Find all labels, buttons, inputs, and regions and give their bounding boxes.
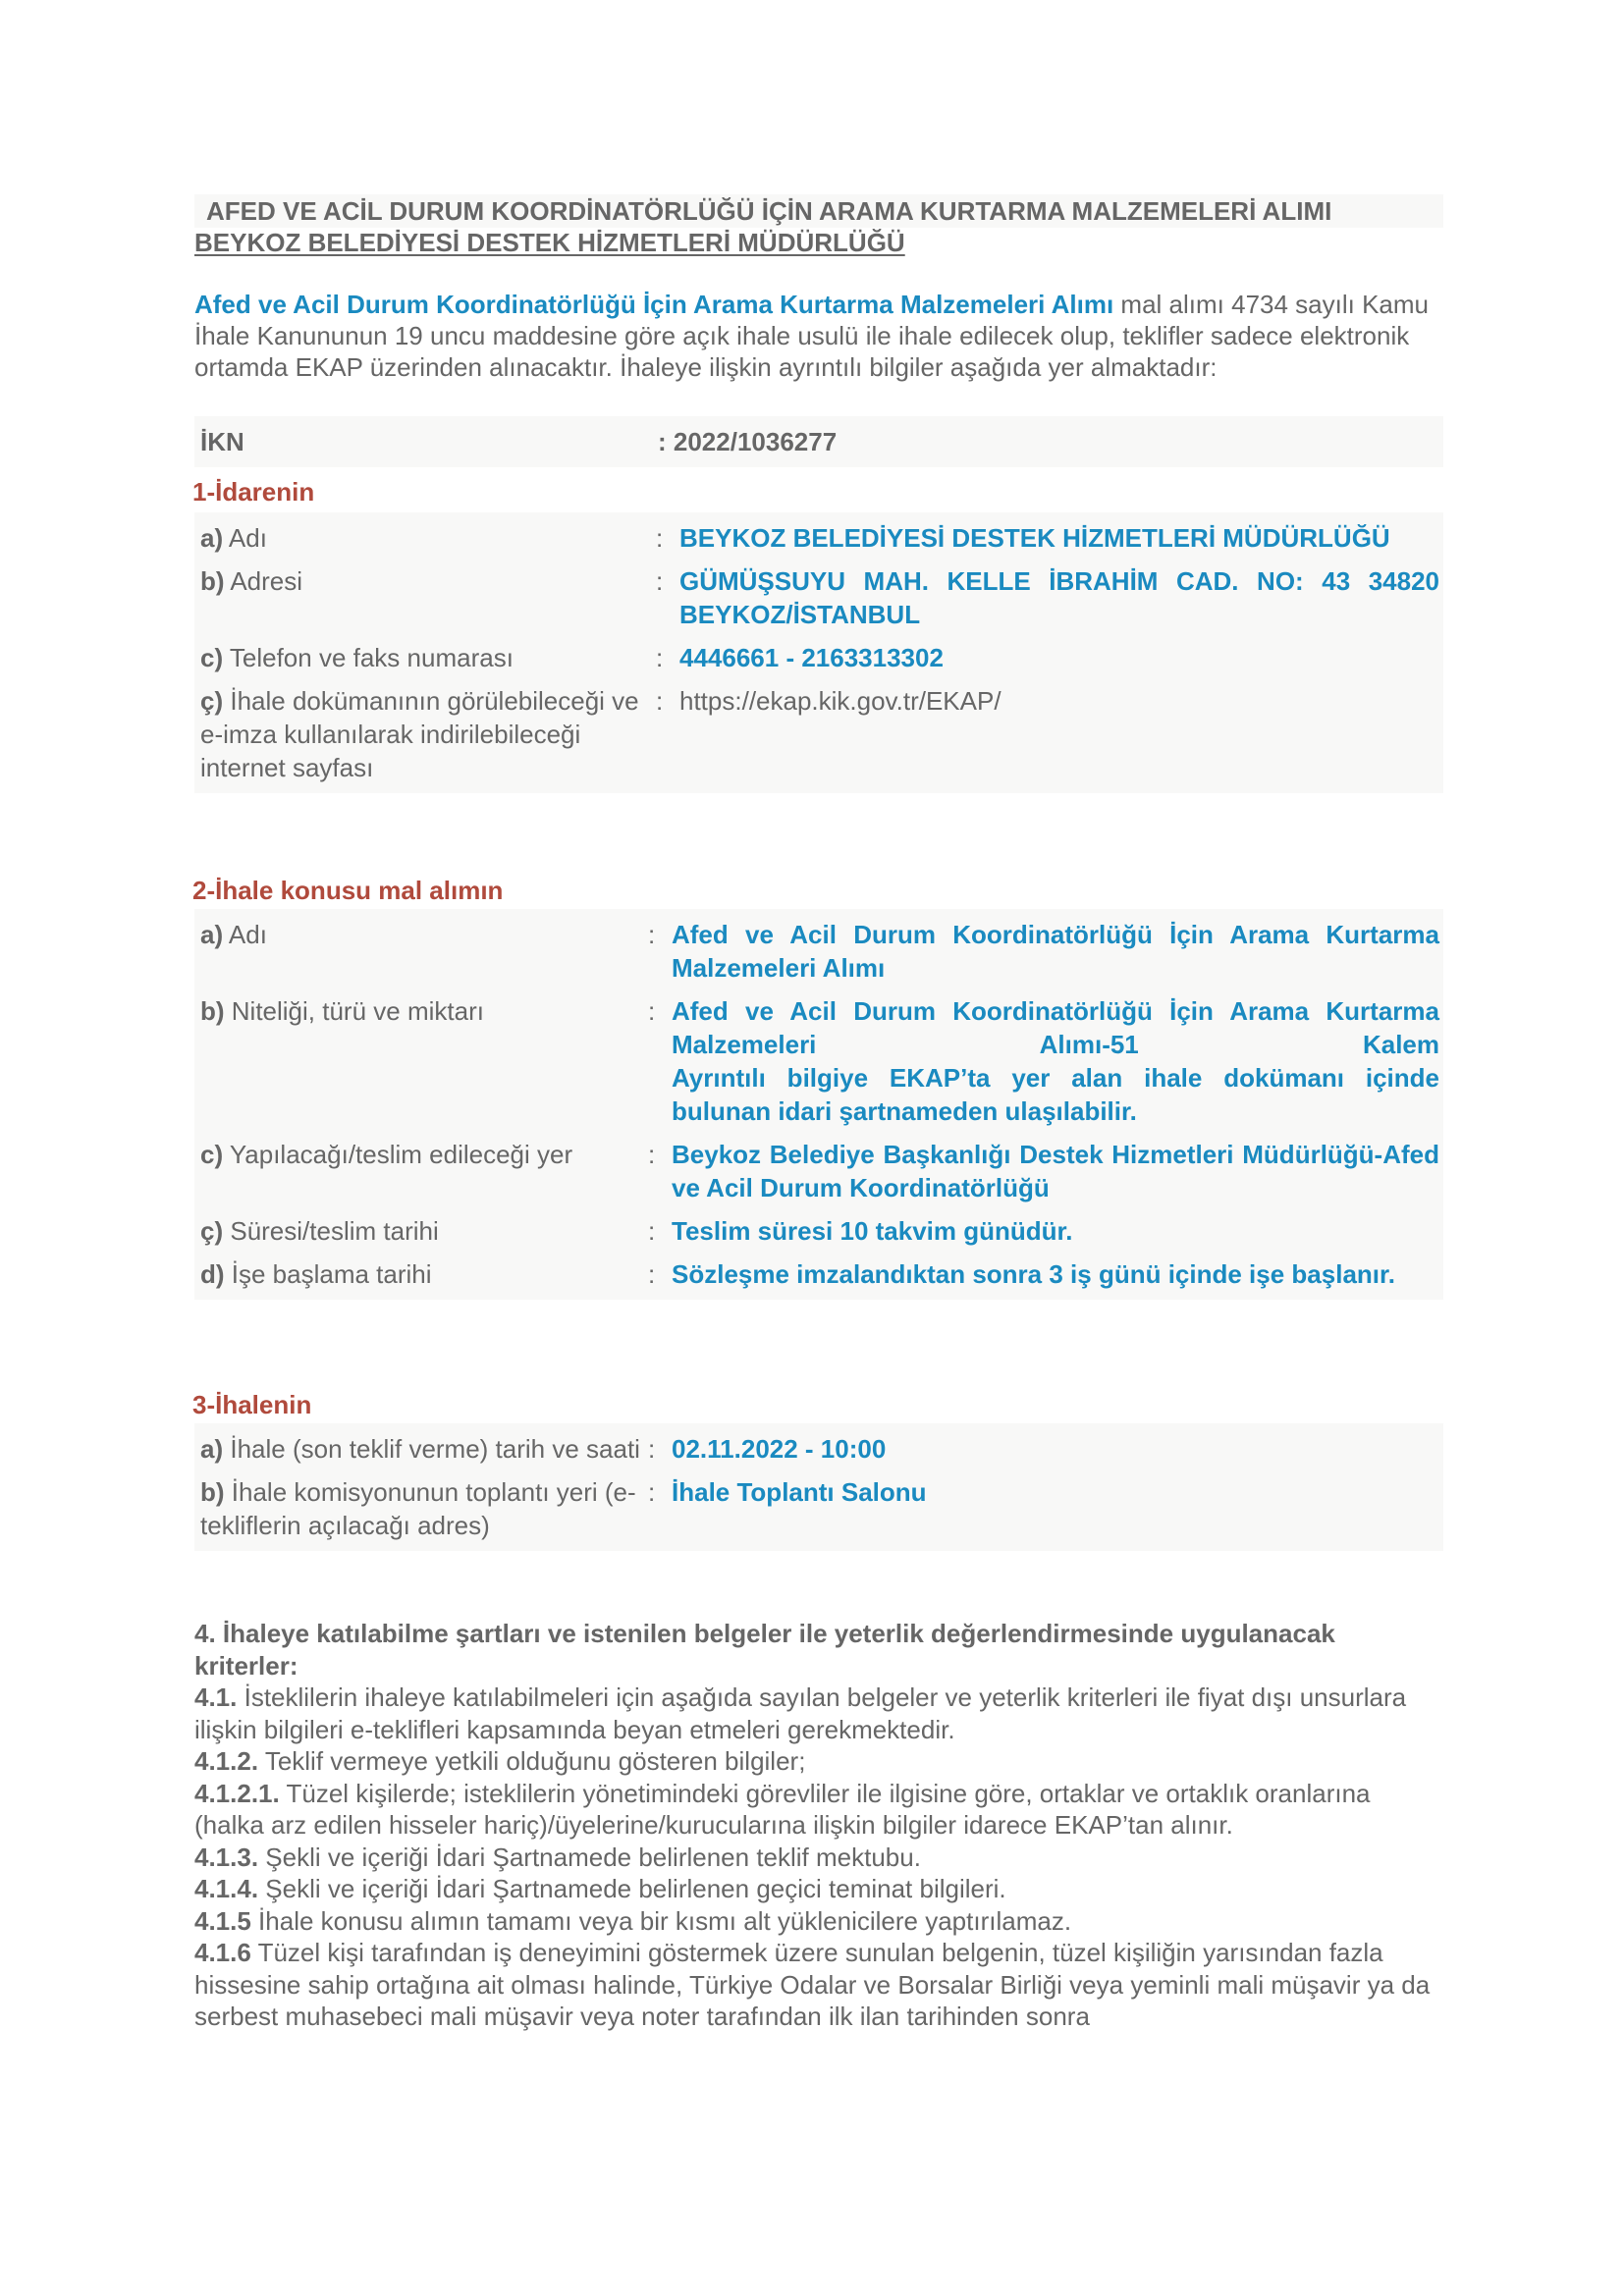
row-label: İşe başlama tarihi (224, 1259, 432, 1289)
intro-lead: Afed ve Acil Durum Koordinatörlüğü İçin Arama Kurtarma Malzemeleri Alımı (194, 290, 1114, 319)
document-subtitle: BEYKOZ BELEDİYESİ DESTEK HİZMETLERİ MÜDÜRLÜĞÜ (194, 228, 905, 257)
ikn-row (194, 416, 1443, 467)
section-2-heading: 2-İhale konusu mal alımın (192, 876, 504, 905)
row-label: Adresi (224, 566, 303, 596)
ikn-value: : 2022/1036277 (658, 427, 838, 456)
row-value: Afed ve Acil Durum Koordinatörlüğü İçin Arama Kurtarma Malzemeleri Alımı-51 Kalem Ayrıntılı bilgiye EKAP’ta yer alan ihale dokümanı içinde bulunan idari şartnameden ulaşılabilir. (672, 996, 1439, 1126)
row-key: a) (200, 523, 224, 553)
row-key: b) (200, 996, 225, 1026)
row-key: b) (200, 1477, 225, 1507)
list-item: 4.1.3. Şekli ve içeriği İdari Şartnamede belirlenen teklif mektubu. (194, 1842, 921, 1872)
list-item: 4.1. İsteklilerin ihaleye katılabilmeleri için aşağıda sayılan belgeler ve yeterlik kriterleri ile fiyat dışı unsurlara ilişkin bilgileri e-teklifleri kapsamında beyan etmeleri gerekmektedir. (194, 1682, 1407, 1744)
list-item: 4.1.5 İhale konusu alımın tamamı veya bir kısmı alt yüklenicilere yaptırılamaz. (194, 1905, 1072, 1936)
list-item: 4.1.2. Teklif vermeye yetkili olduğunu gösteren bilgiler; (194, 1746, 806, 1776)
section-2-table (194, 909, 1443, 1300)
row-colon: : (656, 523, 664, 553)
row-colon: : (656, 566, 664, 596)
row-value: 4446661 - 2163313302 (679, 643, 944, 672)
row-value: GÜMÜŞSUYU MAH. KELLE İBRAHİM CAD. NO: 43 34820 BEYKOZ/İSTANBUL (679, 566, 1439, 629)
row-colon: : (656, 643, 664, 672)
row-key: c) (200, 1140, 224, 1169)
row-value: BEYKOZ BELEDİYESİ DESTEK HİZMETLERİ MÜDÜRLÜĞÜ (679, 523, 1390, 553)
table-row (194, 679, 1443, 789)
row-value: İhale Toplantı Salonu (672, 1477, 927, 1507)
table-row (194, 1470, 1443, 1547)
table-row (194, 1427, 1443, 1470)
row-key: c) (200, 643, 224, 672)
section-1-table (194, 512, 1443, 793)
row-label: İhale dokümanının görülebileceği ve e-imza kullanılarak indirilebileceği internet sayfası (200, 686, 639, 782)
row-colon: : (648, 1434, 656, 1464)
intro-text: mal alımı 4734 sayılı Kamu İhale Kanununun 19 uncu maddesine göre açık ihale usulü ile ihale edilecek olup, teklifler sadece elektronik ortamda EKAP üzerinden alınacaktır. İhaleye ilişkin ayrıntılı bilgiler aşağıda yer almaktadır: (194, 290, 1430, 382)
ekap-link[interactable]: https://ekap.kik.gov.tr/EKAP/ (679, 686, 1001, 716)
row-colon: : (656, 686, 664, 716)
list-item: 4.1.4. Şekli ve içeriği İdari Şartnamede belirlenen geçici teminat bilgileri. (194, 1874, 1006, 1903)
row-colon: : (648, 1140, 656, 1169)
row-key: ç) (200, 686, 224, 716)
row-value: Sözleşme imzalandıktan sonra 3 iş günü içinde işe başlanır. (672, 1259, 1395, 1289)
row-label: İhale (son teklif verme) tarih ve saati (223, 1434, 640, 1464)
row-colon: : (648, 1477, 656, 1507)
row-key: a) (200, 1434, 224, 1464)
list-item: 4.1.2.1. Tüzel kişilerde; isteklilerin yönetimindeki görevliler ile ilgisine göre, ortaklar ve ortaklık oranlarına (halka arz edilen hisseler hariç)/üyelerine/kurucularına ilişkin bilgiler idarece EKAP’tan alınır. (194, 1778, 1371, 1840)
table-row (194, 1209, 1443, 1253)
table-row (194, 989, 1443, 1133)
row-label: Telefon ve faks numarası (223, 643, 514, 672)
row-label: İhale komisyonunun toplantı yeri (e-tekliflerin açılacağı adres) (200, 1477, 636, 1540)
row-key: a) (200, 920, 224, 949)
table-row (194, 560, 1443, 636)
table-row (194, 636, 1443, 679)
ikn-label: İKN (200, 427, 244, 456)
table-row (194, 913, 1443, 989)
row-key: b) (200, 566, 225, 596)
row-label: Süresi/teslim tarihi (223, 1216, 439, 1246)
section-4-heading: 4. İhaleye katılabilme şartları ve istenilen belgeler ile yeterlik değerlendirmesinde uygulanacak kriterler: (194, 1619, 1335, 1681)
table-row (194, 516, 1443, 560)
row-label: Niteliği, türü ve miktarı (224, 996, 484, 1026)
row-colon: : (648, 1259, 656, 1289)
row-value: Teslim süresi 10 takvim günüdür. (672, 1216, 1073, 1246)
row-value: Afed ve Acil Durum Koordinatörlüğü İçin Arama Kurtarma Malzemeleri Alımı (672, 920, 1439, 983)
section-3-heading: 3-İhalenin (192, 1390, 312, 1419)
row-colon: : (648, 1216, 656, 1246)
table-row (194, 1133, 1443, 1209)
list-item: 4.1.6 Tüzel kişi tarafından iş deneyimini göstermek üzere sunulan belgenin, tüzel kişiliğin yarısından fazla hissesine sahip ortağına ait olması halinde, Türkiye Odalar ve Borsalar Birliği veya yeminli mali müşavir ya da serbest muhasebeci mali müşavir veya noter tarafından ilk ilan tarihinden sonra (194, 1938, 1431, 2031)
row-colon: : (648, 920, 656, 949)
row-value: Beykoz Belediye Başkanlığı Destek Hizmetleri Müdürlüğü-Afed ve Acil Durum Koordinatörlüğü (672, 1140, 1439, 1202)
row-label: Yapılacağı/teslim edileceği yer (223, 1140, 573, 1169)
section-4 (194, 1618, 1443, 2033)
row-label: Adı (223, 920, 267, 949)
row-key: ç) (200, 1216, 224, 1246)
intro-paragraph (194, 289, 1443, 383)
row-colon: : (648, 996, 656, 1026)
row-value: 02.11.2022 - 10:00 (672, 1434, 887, 1464)
row-key: d) (200, 1259, 225, 1289)
table-row (194, 1253, 1443, 1296)
section-3-table (194, 1423, 1443, 1551)
section-1-heading: 1-İdarenin (192, 477, 315, 507)
document-title: AFED VE ACİL DURUM KOORDİNATÖRLÜĞÜ İÇİN ARAMA KURTARMA MALZEMELERİ ALIMI (194, 194, 1443, 228)
row-label: Adı (223, 523, 267, 553)
